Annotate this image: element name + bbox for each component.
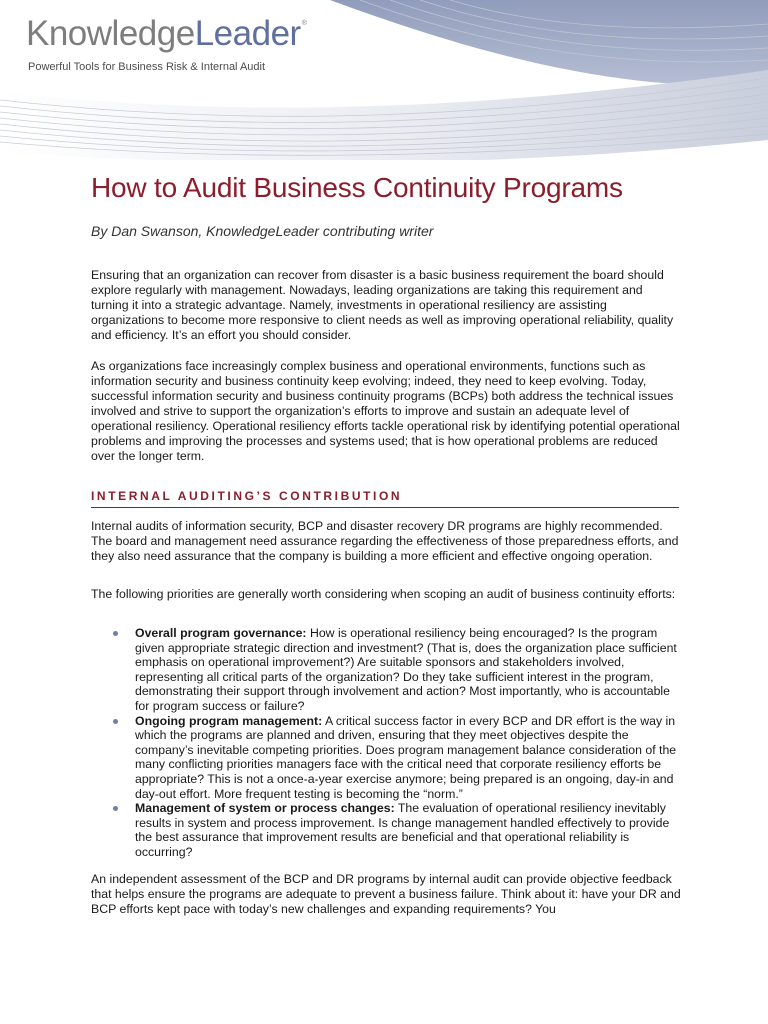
intro-paragraph-1: Ensuring that an organization can recover from disaster is a basic business requirement the board should explore regularly with management. Nowadays, leading organizations are taking this requirement and turning it into a strategic advantage. Namely, investments in operational resiliency are assisting organizations to become more responsive to client needs as well as improving operational reliability, quality and efficiency. It’s an effort you should consider. bbox=[91, 268, 674, 342]
list-item bbox=[113, 626, 679, 714]
knowledgeleader-logo[interactable] bbox=[26, 14, 306, 54]
closing-paragraph: An independent assessment of the BCP and DR programs by internal audit can provide objective feedback that helps ensure the programs are adequate to prevent a business failure. Think about it: have your DR and BCP efforts kept pace with today’s new challenges and expanding requirements? You bbox=[91, 872, 681, 916]
priorities-list bbox=[113, 626, 679, 860]
list-item-text: How is operational resiliency being encouraged? Is the program given appropriate strategic direction and investment? (That is, does the organization place sufficient emphasis on operational improvement?) Are suitable sponsors and stakeholders involved, representing all critical parts of the organization? Do they take sufficient interest in the program, demonstrating their support through involvement and action? Most importantly, who is accountable for program success or failure? bbox=[135, 626, 677, 713]
registered-mark: ® bbox=[301, 20, 307, 27]
list-item bbox=[113, 714, 679, 802]
list-item bbox=[113, 801, 679, 859]
list-item-text: The evaluation of operational resiliency inevitably results in system and process improvement. Is change management handled effectively to provide the best assurance that improvement results are beneficial and that operational reliability is occurring? bbox=[135, 801, 670, 859]
section-heading: INTERNAL AUDITING’S CONTRIBUTION bbox=[91, 489, 403, 503]
list-item-lead: Overall program governance: bbox=[135, 626, 307, 640]
logo-text-leader: Leader bbox=[194, 14, 301, 53]
section-paragraph-2: The following priorities are generally worth considering when scoping an audit of business continuity efforts: bbox=[91, 587, 676, 601]
logo-text-knowledge: Knowledge bbox=[26, 14, 195, 53]
bullet-icon bbox=[113, 631, 118, 636]
tagline: Powerful Tools for Business Risk & Internal Audit bbox=[28, 61, 266, 73]
bullet-icon bbox=[113, 806, 118, 811]
section-paragraph-1: Internal audits of information security, BCP and disaster recovery DR programs are highly recommended. The board and management need assurance regarding the effectiveness of those preparedness efforts, and they also need assurance that the company is building a more efficient and effective ongoing operation. bbox=[91, 519, 679, 563]
bullet-icon bbox=[113, 719, 118, 724]
list-item-lead: Management of system or process changes: bbox=[135, 801, 395, 816]
list-item-text: A critical success factor in every BCP and DR effort is the way in which the programs are planned and driven, ensuring that they meet objectives despite the company’s inevitable competing priorities. Does program management balance consideration of the many conflicting priorities managers face with the critical need that corporate resiliency efforts be appropriate? This is not a once-a-year exercise anymore; being prepared is an ongoing, day-in and day-out effort. More frequent testing is becoming the “norm.” bbox=[135, 713, 677, 801]
list-item-lead: Ongoing program management: bbox=[135, 713, 323, 728]
article-title: How to Audit Business Continuity Programs bbox=[91, 172, 623, 203]
section-divider bbox=[91, 507, 679, 508]
byline: By Dan Swanson, KnowledgeLeader contributing writer bbox=[91, 223, 434, 239]
page-header bbox=[0, 0, 768, 160]
intro-paragraph-2: As organizations face increasingly complex business and operational environments, functions such as information security and business continuity keep evolving; indeed, they need to keep evolving. Today, successful information security and business continuity programs (BCPs) both address the technical issues involved and strive to support the organization’s efforts to improve and sustain an adequate level of operational resiliency. Operational resiliency efforts tackle operational risk by identifying potential operational problems and improving the processes and systems used; that is how operational problems are reduced over the longer term. bbox=[91, 359, 680, 463]
